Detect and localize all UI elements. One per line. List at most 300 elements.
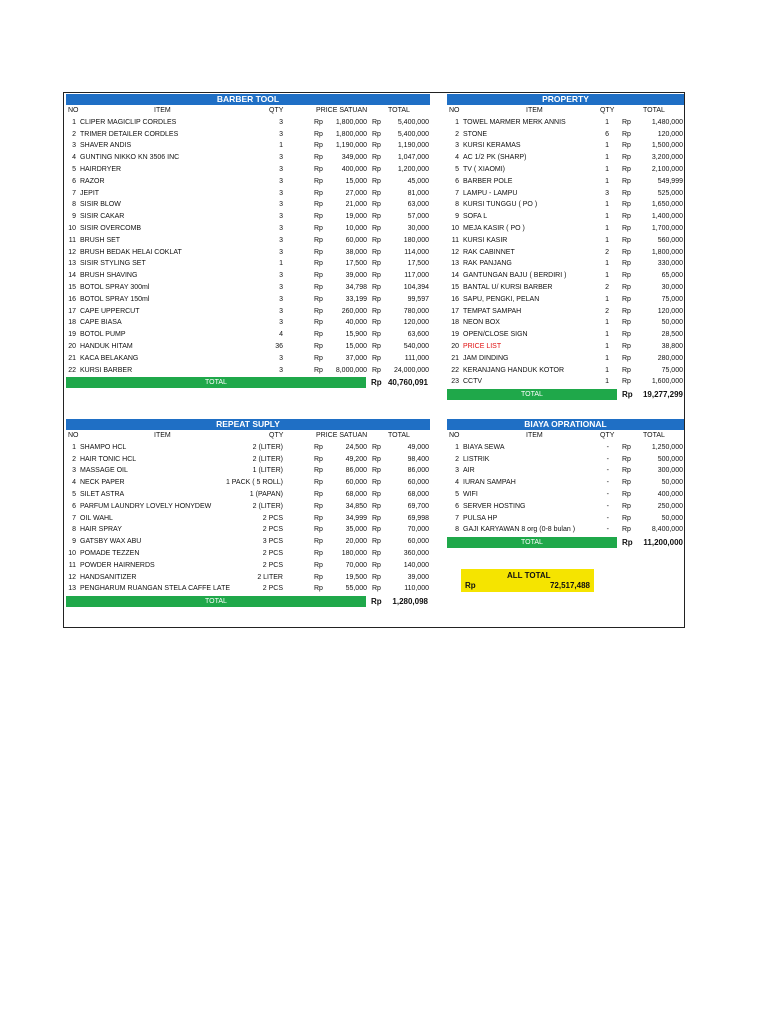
- total-value: 40,760,091: [387, 378, 428, 388]
- col-item: ITEM: [154, 432, 171, 439]
- row-total: 560,000: [657, 236, 683, 244]
- row-price: 349,000: [341, 154, 367, 162]
- row-price: 17,500: [345, 260, 367, 268]
- table-row: [66, 306, 430, 318]
- row-no: 15: [451, 283, 459, 291]
- row-qty: 3: [279, 366, 283, 374]
- row-item: CLIPER MAGICLIP CORDLES: [80, 118, 177, 126]
- row-item: GUNTING NIKKO KN 3506 INC: [80, 154, 180, 162]
- row-total: 1,700,000: [651, 224, 683, 232]
- row-no: 8: [72, 526, 76, 534]
- row-qty: 3: [279, 248, 283, 256]
- row-price: 70,000: [345, 561, 367, 569]
- row-no: 14: [68, 272, 76, 280]
- table-row: [447, 454, 684, 466]
- row-qty: 3: [279, 213, 283, 221]
- row-currency: Rp: [314, 526, 323, 534]
- row-no: 15: [68, 283, 76, 291]
- row-currency: Rp: [622, 154, 631, 162]
- row-currency: Rp: [314, 260, 323, 268]
- row-currency: Rp: [622, 319, 631, 327]
- row-item: PARFUM LAUNDRY LOVELY HONYDEW: [80, 502, 212, 510]
- col-no: NO: [449, 107, 460, 114]
- row-total: 780,000: [403, 307, 429, 315]
- col-no: NO: [68, 432, 79, 439]
- row-currency: Rp: [314, 549, 323, 557]
- row-price: 34,999: [345, 514, 367, 522]
- row-qty: 1: [605, 260, 609, 268]
- row-currency: Rp: [314, 538, 323, 546]
- row-currency: Rp: [314, 213, 323, 221]
- total-bar: TOTAL: [447, 389, 617, 400]
- row-item: POMADE TEZZEN: [80, 549, 140, 557]
- row-qty: 2 PCS: [262, 526, 283, 534]
- row-currency: Rp: [622, 260, 631, 268]
- col-price: PRICE SATUAN: [316, 432, 368, 439]
- row-no: 17: [68, 307, 76, 315]
- row-currency: Rp: [622, 224, 631, 232]
- row-no: 10: [68, 224, 76, 232]
- row-item: PENGHARUM RUANGAN STELA CAFFE LATE: [80, 585, 231, 593]
- row-item: BANTAL U/ KURSI BARBER: [463, 283, 553, 291]
- row-price: 38,000: [345, 248, 367, 256]
- row-no: 12: [68, 573, 76, 581]
- row-currency: Rp: [622, 295, 631, 303]
- all-total-value: 72,517,488: [549, 581, 590, 590]
- row-price: 20,000: [345, 538, 367, 546]
- row-currency: Rp: [372, 549, 381, 557]
- row-price: 1,190,000: [335, 142, 367, 150]
- row-total: 120,000: [657, 130, 683, 138]
- row-no: 17: [451, 307, 459, 315]
- row-qty: 3: [605, 189, 609, 197]
- row-no: 1: [455, 443, 459, 451]
- row-total: 1,480,000: [651, 118, 683, 126]
- table-row: [66, 223, 430, 235]
- row-item: JAM DINDING: [463, 354, 509, 362]
- row-total: 99,597: [407, 295, 429, 303]
- total-bar: TOTAL: [66, 377, 366, 388]
- row-total: 2,100,000: [651, 165, 683, 173]
- row-currency: Rp: [314, 118, 323, 126]
- all-total-currency: Rp: [465, 581, 476, 590]
- row-item: TV ( XIAOMI): [463, 165, 505, 173]
- row-qty: 1: [605, 378, 609, 386]
- row-item: BARBER POLE: [463, 177, 513, 185]
- row-currency: Rp: [372, 342, 381, 350]
- table-row: [66, 353, 430, 365]
- row-total: 1,250,000: [651, 443, 683, 451]
- table-row: [447, 524, 684, 536]
- row-currency: Rp: [622, 366, 631, 374]
- row-total: 75,000: [661, 295, 683, 303]
- row-qty: 3: [279, 295, 283, 303]
- row-item: NECK PAPER: [80, 479, 125, 487]
- row-no: 10: [68, 549, 76, 557]
- row-qty: 3 PCS: [262, 538, 283, 546]
- row-qty: 1: [605, 354, 609, 362]
- row-price: 35,000: [345, 526, 367, 534]
- row-total: 549,999: [657, 177, 683, 185]
- row-currency: Rp: [372, 118, 381, 126]
- col-total: TOTAL: [388, 432, 410, 439]
- row-currency: Rp: [314, 177, 323, 185]
- row-no: 1: [455, 118, 459, 126]
- table-row: [66, 536, 430, 548]
- row-currency: Rp: [314, 366, 323, 374]
- biaya-operational-title: BIAYA OPRATIONAL: [447, 419, 684, 430]
- row-item: BOTOL SPRAY 300ml: [80, 283, 150, 291]
- row-total: 30,000: [407, 224, 429, 232]
- row-total: 1,047,000: [397, 154, 429, 162]
- row-no: 8: [72, 201, 76, 209]
- table-row: [66, 442, 430, 454]
- property-rows: [447, 117, 684, 388]
- col-total: TOTAL: [643, 107, 665, 114]
- row-qty: 2 (LITER): [252, 455, 283, 463]
- row-qty: 1: [605, 165, 609, 173]
- table-row: [66, 270, 430, 282]
- row-no: 3: [72, 142, 76, 150]
- row-item: CCTV: [463, 378, 483, 386]
- row-price: 34,798: [345, 283, 367, 291]
- row-item: BIAYA SEWA: [463, 443, 505, 451]
- row-no: 23: [451, 378, 459, 386]
- row-total: 180,000: [403, 236, 429, 244]
- row-qty: 2 PCS: [262, 585, 283, 593]
- row-currency: Rp: [622, 378, 631, 386]
- table-row: [66, 548, 430, 560]
- row-currency: Rp: [314, 154, 323, 162]
- row-currency: Rp: [372, 142, 381, 150]
- row-qty: 1 PACK ( 5 ROLL): [225, 479, 283, 487]
- row-currency: Rp: [372, 283, 381, 291]
- row-item: LAMPU - LAMPU: [463, 189, 518, 197]
- row-currency: Rp: [314, 236, 323, 244]
- table-row: [66, 465, 430, 477]
- row-no: 7: [455, 189, 459, 197]
- row-currency: Rp: [314, 467, 323, 475]
- row-currency: Rp: [372, 573, 381, 581]
- row-currency: Rp: [372, 189, 381, 197]
- row-no: 11: [68, 561, 76, 569]
- total-currency: Rp: [371, 378, 382, 388]
- row-item: SISIR CAKAR: [80, 213, 125, 221]
- table-row: [447, 465, 684, 477]
- row-total: 8,400,000: [651, 526, 683, 534]
- row-total: 60,000: [407, 538, 429, 546]
- row-item: CAPE UPPERCUT: [80, 307, 140, 315]
- row-item: GATSBY WAX ABU: [80, 538, 142, 546]
- row-qty: 1: [605, 366, 609, 374]
- row-no: 2: [72, 455, 76, 463]
- row-item: SHAVER ANDIS: [80, 142, 132, 150]
- total-value: 11,200,000: [643, 538, 683, 548]
- row-item: BOTOL SPRAY 150ml: [80, 295, 150, 303]
- table-row: [66, 524, 430, 536]
- row-item: SERVER HOSTING: [463, 502, 526, 510]
- row-currency: Rp: [314, 342, 323, 350]
- row-currency: Rp: [314, 165, 323, 173]
- row-total: 45,000: [407, 177, 429, 185]
- total-currency: Rp: [371, 597, 382, 607]
- row-qty: 3: [279, 354, 283, 362]
- row-no: 3: [72, 467, 76, 475]
- row-currency: Rp: [314, 479, 323, 487]
- row-price: 33,199: [345, 295, 367, 303]
- table-row: [447, 211, 684, 223]
- row-total: 50,000: [661, 319, 683, 327]
- row-no: 18: [68, 319, 76, 327]
- row-item: AC 1/2 PK (SHARP): [463, 154, 527, 162]
- property-column-headers: [447, 105, 684, 117]
- row-currency: Rp: [622, 490, 631, 498]
- row-total: 1,800,000: [651, 248, 683, 256]
- row-item: BOTOL PUMP: [80, 331, 126, 339]
- row-qty: 4: [279, 331, 283, 339]
- row-currency: Rp: [314, 585, 323, 593]
- row-qty: -: [606, 467, 609, 475]
- row-price: 1,800,000: [335, 130, 367, 138]
- row-item: LISTRIK: [463, 455, 490, 463]
- row-item: PULSA HP: [463, 514, 498, 522]
- row-qty: -: [606, 455, 609, 463]
- table-row: [66, 583, 430, 595]
- row-currency: Rp: [314, 142, 323, 150]
- row-no: 2: [455, 130, 459, 138]
- row-no: 5: [455, 490, 459, 498]
- row-currency: Rp: [622, 502, 631, 510]
- table-row: [447, 235, 684, 247]
- table-row: [447, 247, 684, 259]
- row-currency: Rp: [622, 189, 631, 197]
- row-item: SILET ASTRA: [80, 490, 125, 498]
- table-row: [447, 188, 684, 200]
- repeat-supply-column-headers: [66, 430, 430, 442]
- row-currency: Rp: [372, 331, 381, 339]
- row-currency: Rp: [372, 272, 381, 280]
- row-qty: 3: [279, 319, 283, 327]
- table-row: [447, 294, 684, 306]
- row-no: 1: [72, 443, 76, 451]
- row-currency: Rp: [372, 467, 381, 475]
- row-item: POWDER HAIRNERDS: [80, 561, 155, 569]
- row-total: 280,000: [657, 354, 683, 362]
- row-total: 117,000: [404, 272, 429, 280]
- row-qty: 2 PCS: [262, 561, 283, 569]
- row-currency: Rp: [314, 354, 323, 362]
- row-total: 98,400: [407, 455, 429, 463]
- row-item: SOFA L: [463, 213, 488, 221]
- table-row: [447, 442, 684, 454]
- row-no: 1: [72, 118, 76, 126]
- row-currency: Rp: [314, 319, 323, 327]
- row-currency: Rp: [314, 248, 323, 256]
- row-no: 11: [68, 236, 76, 244]
- row-no: 7: [72, 189, 76, 197]
- row-currency: Rp: [372, 236, 381, 244]
- row-qty: 1: [605, 118, 609, 126]
- row-currency: Rp: [372, 526, 381, 534]
- table-row: [447, 317, 684, 329]
- table-row: [447, 117, 684, 129]
- row-qty: 1: [605, 201, 609, 209]
- row-no: 22: [451, 366, 459, 374]
- row-currency: Rp: [622, 526, 631, 534]
- row-qty: 1: [605, 319, 609, 327]
- row-no: 12: [451, 248, 459, 256]
- row-qty: 3: [279, 177, 283, 185]
- row-total: 65,000: [661, 272, 683, 280]
- row-price: 400,000: [341, 165, 367, 173]
- row-total: 300,000: [657, 467, 683, 475]
- row-currency: Rp: [622, 514, 631, 522]
- row-currency: Rp: [314, 189, 323, 197]
- row-no: 5: [72, 490, 76, 498]
- row-no: 6: [455, 177, 459, 185]
- repeat-supply-title: REPEAT SUPLY: [66, 419, 430, 430]
- row-item: AIR: [463, 467, 475, 475]
- row-price: 1,800,000: [335, 118, 367, 126]
- table-row: [66, 258, 430, 270]
- row-currency: Rp: [314, 490, 323, 498]
- row-no: 19: [68, 331, 76, 339]
- row-no: 4: [72, 479, 76, 487]
- total-value: 1,280,098: [392, 597, 428, 607]
- row-qty: 1: [605, 342, 609, 350]
- row-item: KURSI TUNGGU ( PO ): [463, 201, 538, 209]
- row-currency: Rp: [622, 248, 631, 256]
- row-total: 50,000: [661, 514, 683, 522]
- table-row: [447, 199, 684, 211]
- row-no: 6: [72, 502, 76, 510]
- table-row: [447, 140, 684, 152]
- row-qty: 2 (LITER): [252, 443, 283, 451]
- row-qty: 1 (LITER): [252, 467, 283, 475]
- row-currency: Rp: [314, 272, 323, 280]
- row-item: TRIMER DETAILER CORDLES: [80, 130, 179, 138]
- total-currency: Rp: [622, 538, 633, 548]
- row-no: 22: [68, 366, 76, 374]
- row-qty: 1: [605, 295, 609, 303]
- table-row: [66, 477, 430, 489]
- row-total: 69,700: [407, 502, 429, 510]
- row-qty: 1: [605, 331, 609, 339]
- row-qty: 3: [279, 236, 283, 244]
- row-price: 34,850: [345, 502, 367, 510]
- row-total: 110,000: [404, 585, 429, 593]
- row-currency: Rp: [314, 307, 323, 315]
- row-qty: 3: [279, 283, 283, 291]
- row-item: KERANJANG HANDUK KOTOR: [463, 366, 564, 374]
- row-currency: Rp: [314, 455, 323, 463]
- table-row: [66, 140, 430, 152]
- table-row: [66, 489, 430, 501]
- row-item: KURSI BARBER: [80, 366, 133, 374]
- row-currency: Rp: [372, 443, 381, 451]
- row-no: 19: [451, 331, 459, 339]
- barber-tool-column-headers: [66, 105, 430, 117]
- row-no: 8: [455, 201, 459, 209]
- row-item: OPEN/CLOSE SIGN: [463, 331, 528, 339]
- row-currency: Rp: [314, 502, 323, 510]
- row-qty: -: [606, 443, 609, 451]
- row-price: 60,000: [345, 479, 367, 487]
- row-item: JEPIT: [80, 189, 100, 197]
- row-no: 10: [451, 224, 459, 232]
- row-currency: Rp: [314, 561, 323, 569]
- table-row: [66, 211, 430, 223]
- row-item: HANDSANITIZER: [80, 573, 137, 581]
- row-price: 19,500: [345, 573, 367, 581]
- row-price: 27,000: [345, 189, 367, 197]
- row-item: KURSI KERAMAS: [463, 142, 521, 150]
- table-row: [66, 365, 430, 377]
- table-row: [66, 188, 430, 200]
- table-row: [66, 282, 430, 294]
- row-no: 8: [455, 526, 459, 534]
- row-qty: 1: [605, 177, 609, 185]
- repeat-supply-table: [66, 419, 430, 607]
- row-total: 49,000: [407, 443, 429, 451]
- row-price: 55,000: [345, 585, 367, 593]
- row-currency: Rp: [372, 307, 381, 315]
- row-total: 500,000: [657, 455, 683, 463]
- row-item: TOWEL MARMER MERK ANNIS: [463, 118, 566, 126]
- row-total: 68,000: [407, 490, 429, 498]
- row-total: 81,000: [407, 189, 429, 197]
- row-currency: Rp: [372, 585, 381, 593]
- col-qty: QTY: [269, 107, 284, 114]
- row-total: 75,000: [661, 366, 683, 374]
- row-total: 28,500: [661, 331, 683, 339]
- row-qty: 2 PCS: [262, 549, 283, 557]
- row-total: 1,500,000: [651, 142, 683, 150]
- row-price: 68,000: [345, 490, 367, 498]
- row-currency: Rp: [622, 479, 631, 487]
- table-row: [447, 341, 684, 353]
- biaya-operational-rows: [447, 442, 684, 536]
- row-no: 14: [451, 272, 459, 280]
- table-row: [66, 152, 430, 164]
- table-row: [447, 282, 684, 294]
- row-currency: Rp: [622, 272, 631, 280]
- col-item: ITEM: [526, 107, 543, 114]
- table-row: [66, 501, 430, 513]
- row-qty: 1: [605, 154, 609, 162]
- col-no: NO: [68, 107, 79, 114]
- row-currency: Rp: [314, 130, 323, 138]
- row-qty: 1: [279, 260, 283, 268]
- row-currency: Rp: [622, 307, 631, 315]
- row-currency: Rp: [372, 479, 381, 487]
- row-currency: Rp: [622, 118, 631, 126]
- row-no: 5: [455, 165, 459, 173]
- all-total-label: ALL TOTAL: [507, 571, 551, 580]
- row-total: 24,000,000: [393, 366, 429, 374]
- row-currency: Rp: [622, 455, 631, 463]
- row-qty: 3: [279, 165, 283, 173]
- row-no: 5: [72, 165, 76, 173]
- table-row: [447, 489, 684, 501]
- row-qty: -: [606, 526, 609, 534]
- repeat-supply-rows: [66, 442, 430, 595]
- table-row: [447, 513, 684, 525]
- row-item: RAZOR: [80, 177, 105, 185]
- row-total: 1,200,000: [397, 165, 429, 173]
- table-row: [66, 164, 430, 176]
- table-row: [447, 223, 684, 235]
